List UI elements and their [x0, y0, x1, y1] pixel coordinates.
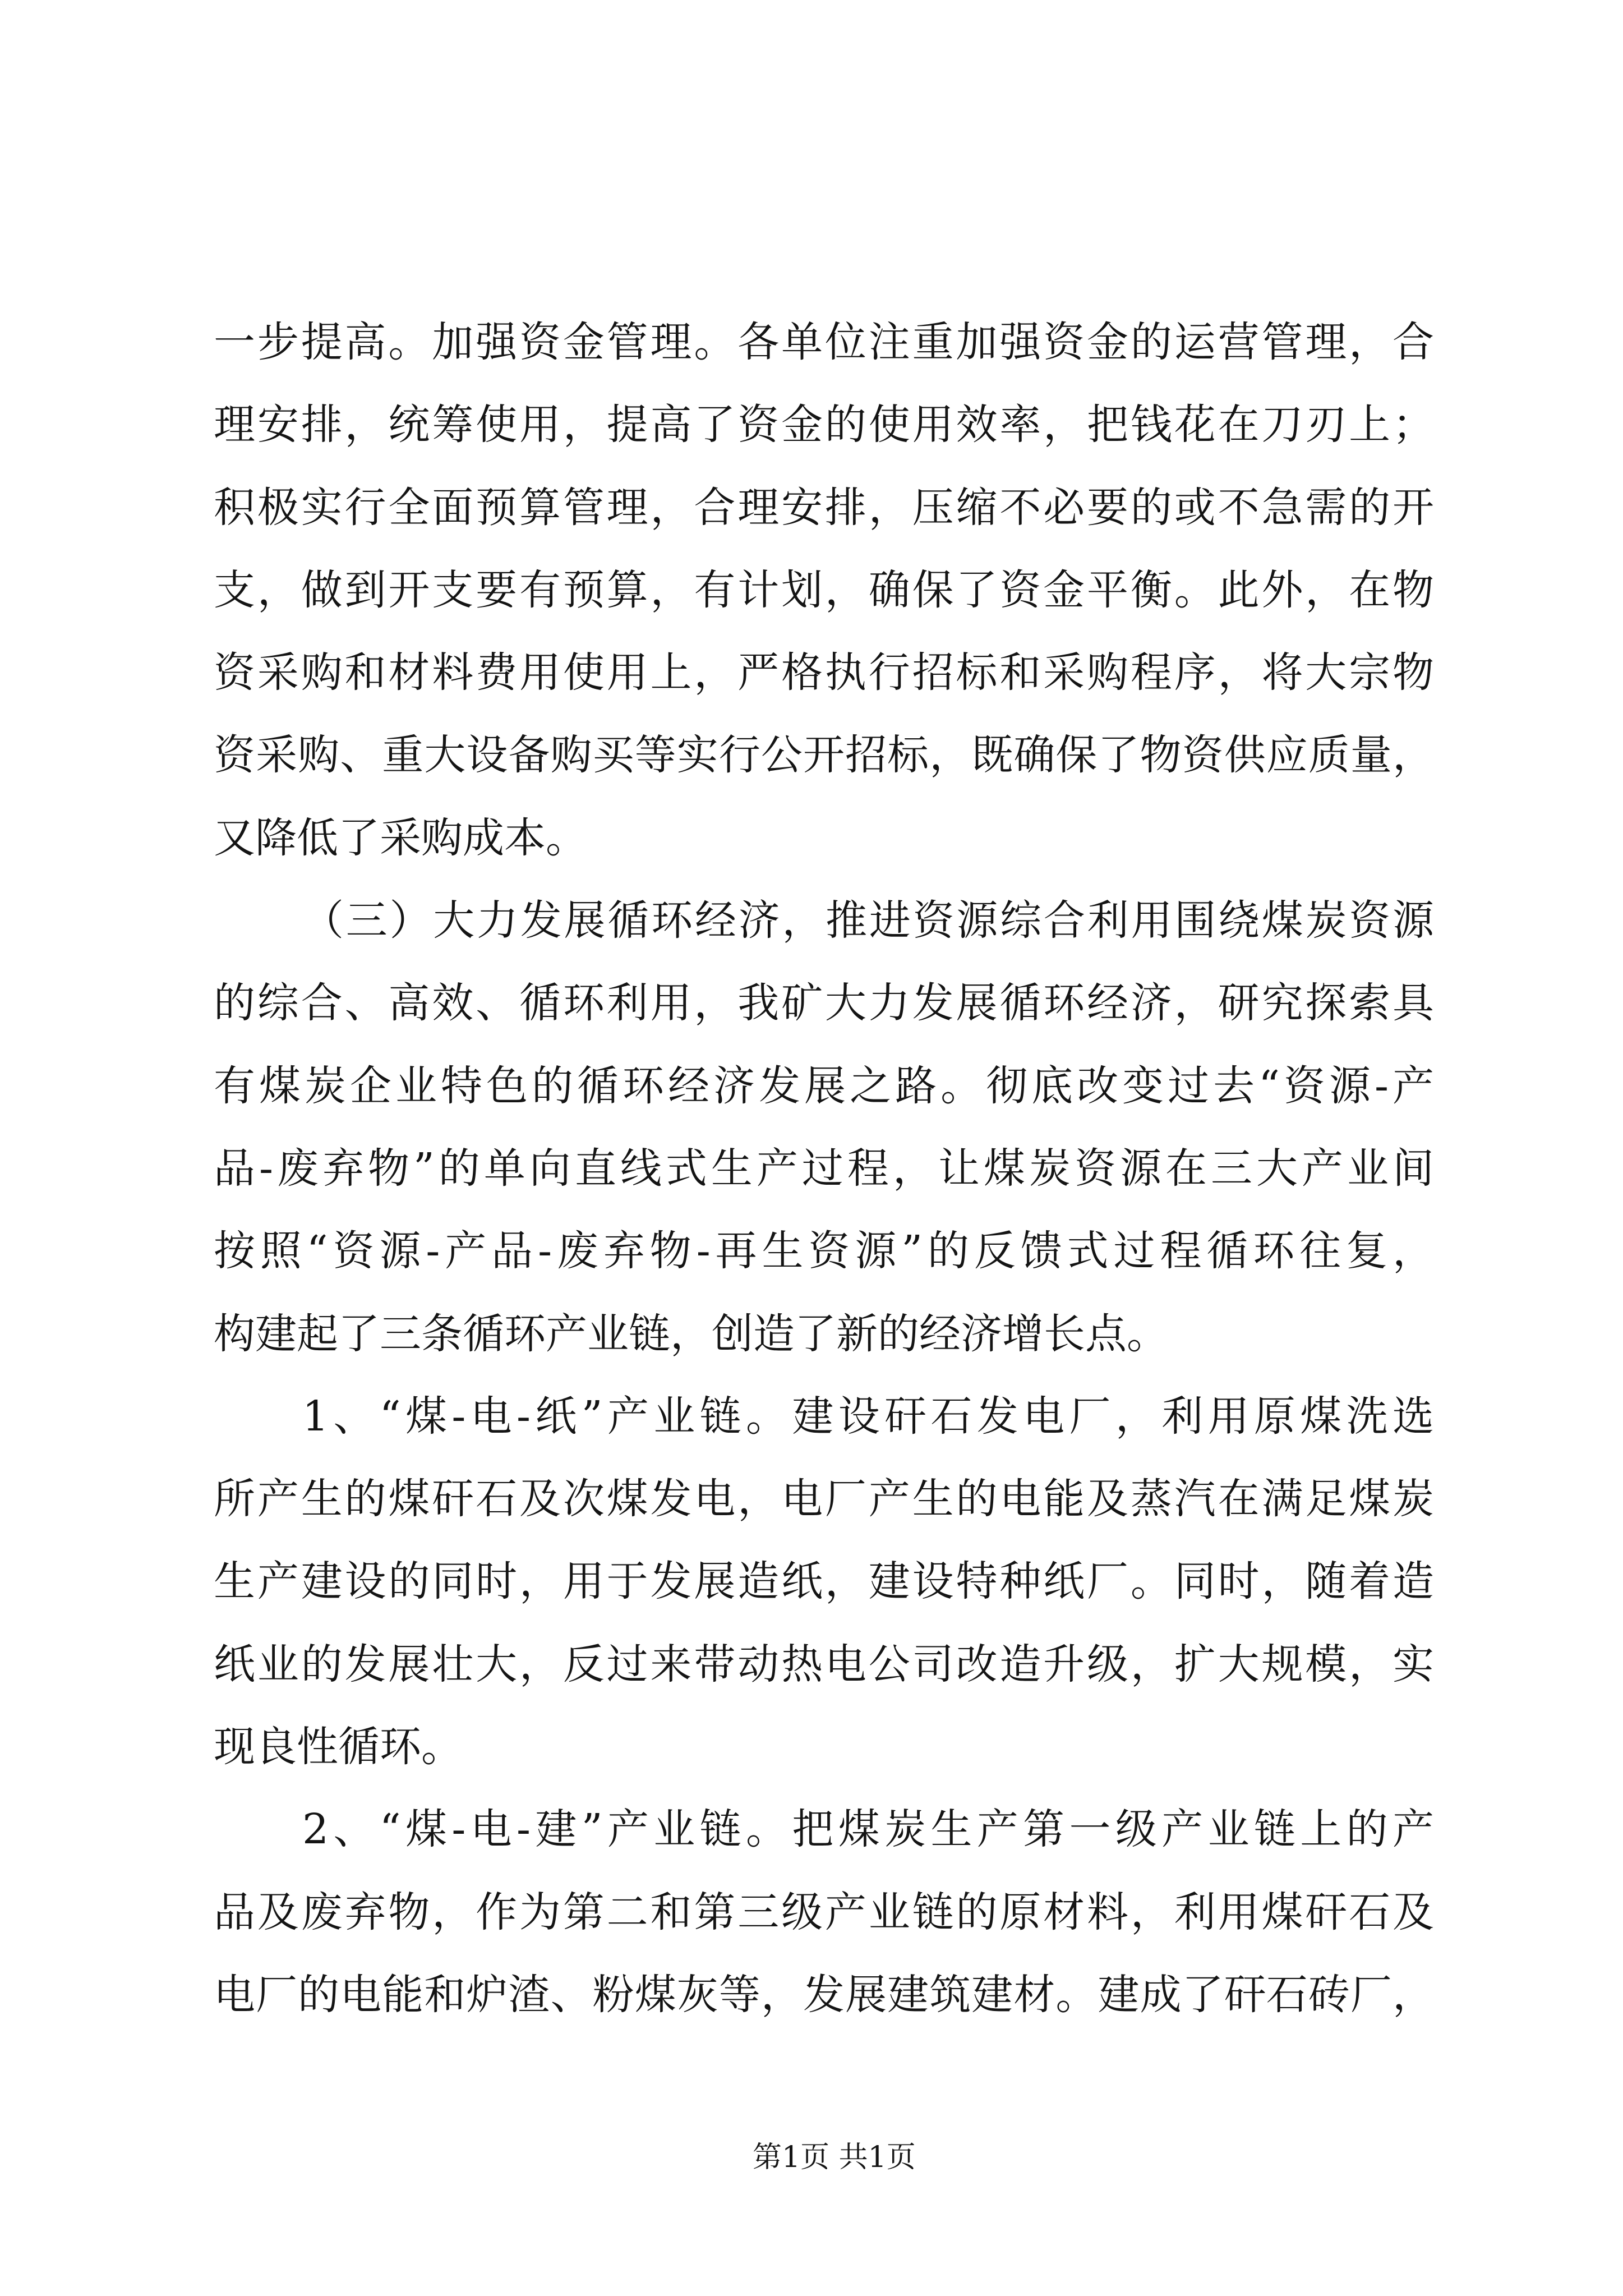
text-line: 现良性循环。 — [214, 1723, 463, 1772]
text-line: 又降低了采购成本。 — [214, 813, 587, 862]
list-item-line: 2、“煤-电-建”产业链。把煤炭生产第一级产业链上的产 — [302, 1805, 1434, 1854]
paragraph-coal-power-paper — [214, 1375, 1434, 1788]
page-number-footer: 第1页 共1页 — [753, 2141, 916, 2174]
text-line: 积极实行全面预算管理，合理安排，压缩不必要的或不急需的开 — [214, 483, 1434, 532]
text-line: 按照“资源-产品-废弃物-再生资源”的反馈式过程循环往复， — [214, 1227, 1434, 1276]
paragraph-coal-power-construction — [214, 1788, 1434, 2036]
text-line: 支，做到开支要有预算，有计划，确保了资金平衡。此外，在物 — [214, 565, 1434, 614]
list-item-line: 1、“煤-电-纸”产业链。建设矸石发电厂，利用原煤洗选 — [302, 1392, 1434, 1441]
text-line: 的综合、高效、循环利用，我矿大力发展循环经济，研究探索具 — [214, 979, 1434, 1028]
text-line: 构建起了三条循环产业链，创造了新的经济增长点。 — [214, 1309, 1168, 1358]
text-line: 理安排，统筹使用，提高了资金的使用效率，把钱花在刀刃上； — [214, 401, 1434, 449]
text-line: 生产建设的同时，用于发展造纸，建设特种纸厂。同时，随着造 — [214, 1557, 1434, 1606]
text-line: 一步提高。加强资金管理。各单位注重加强资金的运营管理，合 — [214, 318, 1434, 366]
text-line: 资采购和材料费用使用上，严格执行招标和采购程序，将大宗物 — [214, 648, 1434, 697]
text-line: 纸业的发展壮大，反过来带动热电公司改造升级，扩大规模，实 — [214, 1640, 1434, 1688]
text-line: 所产生的煤矸石及次煤发电，电厂产生的电能及蒸汽在满足煤炭 — [214, 1475, 1434, 1524]
section-heading-line: （三）大力发展循环经济，推进资源综合利用围绕煤炭资源 — [302, 896, 1434, 945]
text-line: 品及废弃物，作为第二和第三级产业链的原材料，利用煤矸石及 — [214, 1888, 1434, 1936]
text-line: 有煤炭企业特色的循环经济发展之路。彻底改变过去“资源-产 — [214, 1061, 1434, 1110]
text-line: 资采购、重大设备购买等实行公开招标，既确保了物资供应质量， — [214, 731, 1434, 780]
text-line: 品-废弃物”的单向直线式生产过程，让煤炭资源在三大产业间 — [214, 1144, 1434, 1193]
paragraph-circular-economy — [214, 880, 1434, 1375]
document-body — [214, 301, 1434, 2036]
paragraph-funds-management — [214, 301, 1434, 880]
text-line: 电厂的电能和炉渣、粉煤灰等，发展建筑建材。建成了矸石砖厂， — [214, 1970, 1434, 2019]
